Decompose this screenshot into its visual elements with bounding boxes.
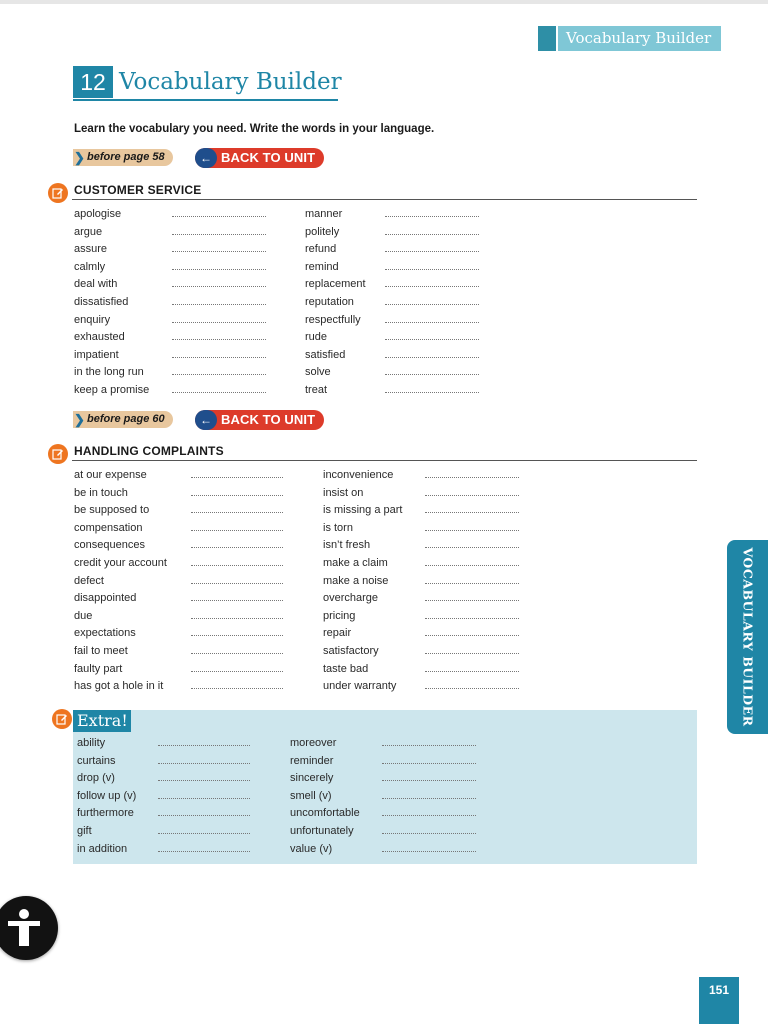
answer-line[interactable]	[425, 565, 519, 566]
answer-line[interactable]	[385, 339, 479, 340]
vocab-word: credit your account	[74, 556, 167, 569]
vocab-row	[74, 313, 149, 331]
vocab-word: make a claim	[323, 556, 388, 569]
top-strip	[0, 0, 768, 4]
before-page-58-tab	[73, 149, 173, 166]
pencil-icon	[52, 709, 72, 729]
vocab-row	[74, 556, 167, 574]
vocab-row	[74, 468, 167, 486]
vocab-row	[74, 503, 167, 521]
answer-line[interactable]	[382, 851, 476, 852]
answer-line[interactable]	[425, 530, 519, 531]
vocab-row	[77, 824, 136, 842]
vocab-row	[74, 295, 149, 313]
customer-service-left-column	[74, 207, 149, 401]
vocab-row	[74, 242, 149, 260]
vocab-word: enquiry	[74, 313, 111, 326]
vocab-row	[323, 503, 402, 521]
page-title	[73, 66, 342, 98]
answer-line[interactable]	[172, 234, 266, 235]
answer-line[interactable]	[425, 495, 519, 496]
extra-right-column	[290, 736, 360, 859]
vocab-row	[305, 383, 366, 401]
vocab-row	[77, 806, 136, 824]
vocab-row	[77, 736, 136, 754]
extra-box	[73, 710, 697, 864]
answer-line[interactable]	[382, 815, 476, 816]
side-tab-label: VOCABULARY BUILDER	[740, 547, 755, 727]
answer-line[interactable]	[172, 251, 266, 252]
answer-line[interactable]	[191, 688, 283, 689]
vocab-row	[74, 626, 167, 644]
pencil-icon	[48, 444, 68, 464]
vocab-row	[323, 591, 402, 609]
answer-line[interactable]	[385, 357, 479, 358]
answer-line[interactable]	[191, 495, 283, 496]
answer-line[interactable]	[172, 357, 266, 358]
accessibility-icon	[2, 906, 46, 950]
answer-line[interactable]	[425, 635, 519, 636]
vocab-word: isn’t fresh	[323, 539, 371, 552]
vocab-word: satisfactory	[323, 644, 379, 657]
vocab-word: calmly	[74, 260, 106, 273]
vocab-word: keep a promise	[74, 383, 150, 396]
answer-line[interactable]	[382, 780, 476, 781]
side-tab-vocabulary-builder[interactable]	[727, 540, 768, 734]
header-badge	[538, 26, 721, 51]
vocab-word: expectations	[74, 627, 136, 640]
vocab-row	[290, 806, 360, 824]
section-heading-customer-service: CUSTOMER SERVICE	[74, 183, 202, 197]
vocab-row	[290, 771, 360, 789]
vocab-row	[323, 556, 402, 574]
vocab-row	[305, 207, 366, 225]
vocab-word: sincerely	[290, 772, 334, 785]
vocab-word: defect	[74, 574, 104, 587]
vocab-word: taste bad	[323, 662, 369, 675]
vocab-row	[74, 574, 167, 592]
vocab-row	[305, 242, 366, 260]
vocab-word: in addition	[77, 842, 128, 855]
vocab-word: drop (v)	[77, 772, 115, 785]
vocab-word: fail to meet	[74, 644, 128, 657]
answer-line[interactable]	[191, 547, 283, 548]
answer-line[interactable]	[191, 635, 283, 636]
vocab-word: exhausted	[74, 331, 125, 344]
vocab-row	[323, 609, 402, 627]
customer-service-right-column	[305, 207, 366, 401]
back-to-unit-button[interactable]	[195, 410, 324, 430]
answer-line[interactable]	[158, 851, 250, 852]
vocab-word: impatient	[74, 348, 119, 361]
answer-line[interactable]	[425, 512, 519, 513]
vocab-row	[74, 679, 167, 697]
pencil-icon	[48, 183, 68, 203]
vocab-word: inconvenience	[323, 469, 394, 481]
section-rule	[72, 199, 697, 200]
answer-line[interactable]	[382, 745, 476, 746]
vocab-row	[290, 842, 360, 860]
vocab-word: politely	[305, 225, 340, 238]
vocab-row	[74, 207, 149, 225]
handling-complaints-right-column	[323, 468, 402, 697]
vocab-row	[323, 626, 402, 644]
vocab-word: unfortunately	[290, 824, 354, 837]
vocab-word: has got a hole in it	[74, 680, 164, 693]
vocab-row	[290, 754, 360, 772]
vocab-row	[74, 644, 167, 662]
vocab-word: curtains	[77, 754, 116, 767]
vocab-row	[305, 277, 366, 295]
vocab-word: at our expense	[74, 469, 147, 481]
back-arrow-icon: ←	[195, 148, 217, 168]
vocab-row	[74, 383, 149, 401]
extra-heading: Extra!	[73, 710, 131, 732]
answer-line[interactable]	[425, 671, 519, 672]
vocab-row	[74, 277, 149, 295]
vocab-word: repair	[323, 627, 352, 640]
vocab-row	[74, 260, 149, 278]
answer-line[interactable]	[385, 304, 479, 305]
vocab-row	[323, 574, 402, 592]
vocab-word: ability	[77, 737, 106, 749]
vocab-row	[323, 538, 402, 556]
answer-line[interactable]	[382, 798, 476, 799]
answer-line[interactable]	[425, 583, 519, 584]
answer-line[interactable]	[158, 798, 250, 799]
vocab-row	[74, 591, 167, 609]
vocab-word: reminder	[290, 754, 334, 767]
back-arrow-icon: ←	[195, 410, 217, 430]
answer-line[interactable]	[191, 653, 283, 654]
vocab-row	[305, 295, 366, 313]
vocab-word: reputation	[305, 295, 354, 308]
before-page-60-label: before page 60	[87, 413, 165, 425]
vocab-row	[74, 348, 149, 366]
vocab-word: compensation	[74, 521, 143, 534]
vocab-word: consequences	[74, 539, 145, 552]
vocab-row	[305, 365, 366, 383]
vocab-word: due	[74, 609, 93, 622]
vocab-row	[74, 330, 149, 348]
answer-line[interactable]	[425, 477, 519, 478]
answer-line[interactable]	[191, 671, 283, 672]
vocab-row	[74, 486, 167, 504]
vocab-word: be supposed to	[74, 504, 150, 517]
answer-line[interactable]	[425, 600, 519, 601]
answer-line[interactable]	[425, 547, 519, 548]
vocab-row	[77, 754, 136, 772]
answer-line[interactable]	[158, 833, 250, 834]
vocab-row	[323, 662, 402, 680]
answer-line[interactable]	[385, 251, 479, 252]
vocab-row	[305, 348, 366, 366]
answer-line[interactable]	[172, 286, 266, 287]
answer-line[interactable]	[385, 286, 479, 287]
vocab-row	[290, 824, 360, 842]
vocab-word: deal with	[74, 278, 118, 291]
answer-line[interactable]	[172, 269, 266, 270]
extra-left-column	[77, 736, 136, 859]
handling-complaints-left-column	[74, 468, 167, 697]
vocab-row	[74, 365, 149, 383]
vocab-word: faulty part	[74, 662, 123, 675]
vocab-row	[74, 662, 167, 680]
answer-line[interactable]	[425, 618, 519, 619]
vocab-row	[77, 771, 136, 789]
vocab-word: rude	[305, 331, 328, 344]
answer-line[interactable]	[191, 477, 283, 478]
answer-line[interactable]	[382, 763, 476, 764]
answer-line[interactable]	[385, 234, 479, 235]
vocab-word: be in touch	[74, 486, 128, 499]
page-number: 151	[699, 977, 739, 1024]
answer-line[interactable]	[172, 304, 266, 305]
answer-line[interactable]	[172, 339, 266, 340]
vocab-word: insist on	[323, 486, 364, 499]
header-badge-square	[538, 26, 556, 51]
answer-line[interactable]	[191, 512, 283, 513]
back-to-unit-label: BACK TO UNIT	[221, 412, 316, 427]
answer-line[interactable]	[158, 763, 250, 764]
vocab-word: satisfied	[305, 348, 346, 361]
before-page-60-tab	[73, 411, 173, 428]
title-underline	[73, 99, 338, 101]
vocab-row	[305, 313, 366, 331]
answer-line[interactable]	[191, 565, 283, 566]
answer-line[interactable]	[191, 583, 283, 584]
vocab-word: under warranty	[323, 680, 397, 693]
before-page-58-label: before page 58	[87, 151, 165, 163]
section-rule	[72, 460, 697, 461]
header-badge-label: Vocabulary Builder	[558, 26, 721, 51]
vocab-word: make a noise	[323, 574, 389, 587]
vocab-word: treat	[305, 383, 328, 396]
unit-number: 12	[73, 66, 113, 98]
vocab-word: pricing	[323, 609, 356, 622]
vocab-row	[323, 468, 402, 486]
vocab-word: refund	[305, 243, 337, 256]
vocab-word: follow up (v)	[77, 789, 137, 802]
back-to-unit-label: BACK TO UNIT	[221, 150, 316, 165]
answer-line[interactable]	[172, 374, 266, 375]
accessibility-button[interactable]	[0, 896, 58, 960]
section-heading-handling-complaints: HANDLING COMPLAINTS	[74, 444, 224, 458]
vocab-word: dissatisfied	[74, 295, 129, 308]
vocab-row	[305, 330, 366, 348]
title-text: Vocabulary Builder	[119, 69, 342, 95]
answer-line[interactable]	[385, 269, 479, 270]
vocab-word: is torn	[323, 521, 353, 534]
vocab-row	[74, 521, 167, 539]
vocab-row	[323, 679, 402, 697]
answer-line[interactable]	[191, 618, 283, 619]
answer-line[interactable]	[425, 688, 519, 689]
vocab-word: argue	[74, 225, 103, 238]
answer-line[interactable]	[425, 653, 519, 654]
vocab-word: uncomfortable	[290, 807, 360, 820]
answer-line[interactable]	[172, 322, 266, 323]
vocab-word: respectfully	[305, 313, 361, 326]
vocab-word: remind	[305, 260, 339, 273]
chevron-right-icon: ❯	[74, 150, 85, 165]
vocab-row	[77, 842, 136, 860]
vocab-word: smell (v)	[290, 789, 332, 802]
vocab-row	[74, 225, 149, 243]
back-to-unit-button[interactable]	[195, 148, 324, 168]
vocab-word: furthermore	[77, 807, 134, 820]
vocab-word: apologise	[74, 208, 122, 220]
vocab-row	[74, 609, 167, 627]
answer-line[interactable]	[158, 745, 250, 746]
vocab-row	[323, 521, 402, 539]
answer-line[interactable]	[191, 600, 283, 601]
vocab-row	[77, 789, 136, 807]
vocab-word: replacement	[305, 278, 366, 291]
vocab-word: assure	[74, 243, 108, 256]
chevron-right-icon: ❯	[74, 412, 85, 427]
vocab-word: gift	[77, 824, 92, 837]
vocab-word: overcharge	[323, 592, 379, 605]
answer-line[interactable]	[172, 392, 266, 393]
vocab-row	[305, 260, 366, 278]
vocab-row	[323, 644, 402, 662]
vocab-word: moreover	[290, 737, 337, 749]
vocab-row	[290, 736, 360, 754]
answer-line[interactable]	[158, 815, 250, 816]
instructions: Learn the vocabulary you need. Write the words in your language.	[74, 123, 435, 135]
answer-line[interactable]	[385, 374, 479, 375]
vocab-row	[305, 225, 366, 243]
vocab-row	[323, 486, 402, 504]
answer-line[interactable]	[191, 530, 283, 531]
vocab-word: value (v)	[290, 842, 333, 855]
answer-line[interactable]	[385, 216, 479, 217]
vocab-word: manner	[305, 208, 343, 220]
answer-line[interactable]	[385, 322, 479, 323]
answer-line[interactable]	[172, 216, 266, 217]
vocab-row	[74, 538, 167, 556]
vocab-word: disappointed	[74, 592, 137, 605]
vocab-row	[290, 789, 360, 807]
answer-line[interactable]	[385, 392, 479, 393]
vocab-word: solve	[305, 366, 331, 379]
answer-line[interactable]	[382, 833, 476, 834]
vocab-word: is missing a part	[323, 504, 403, 517]
answer-line[interactable]	[158, 780, 250, 781]
vocab-word: in the long run	[74, 366, 144, 379]
